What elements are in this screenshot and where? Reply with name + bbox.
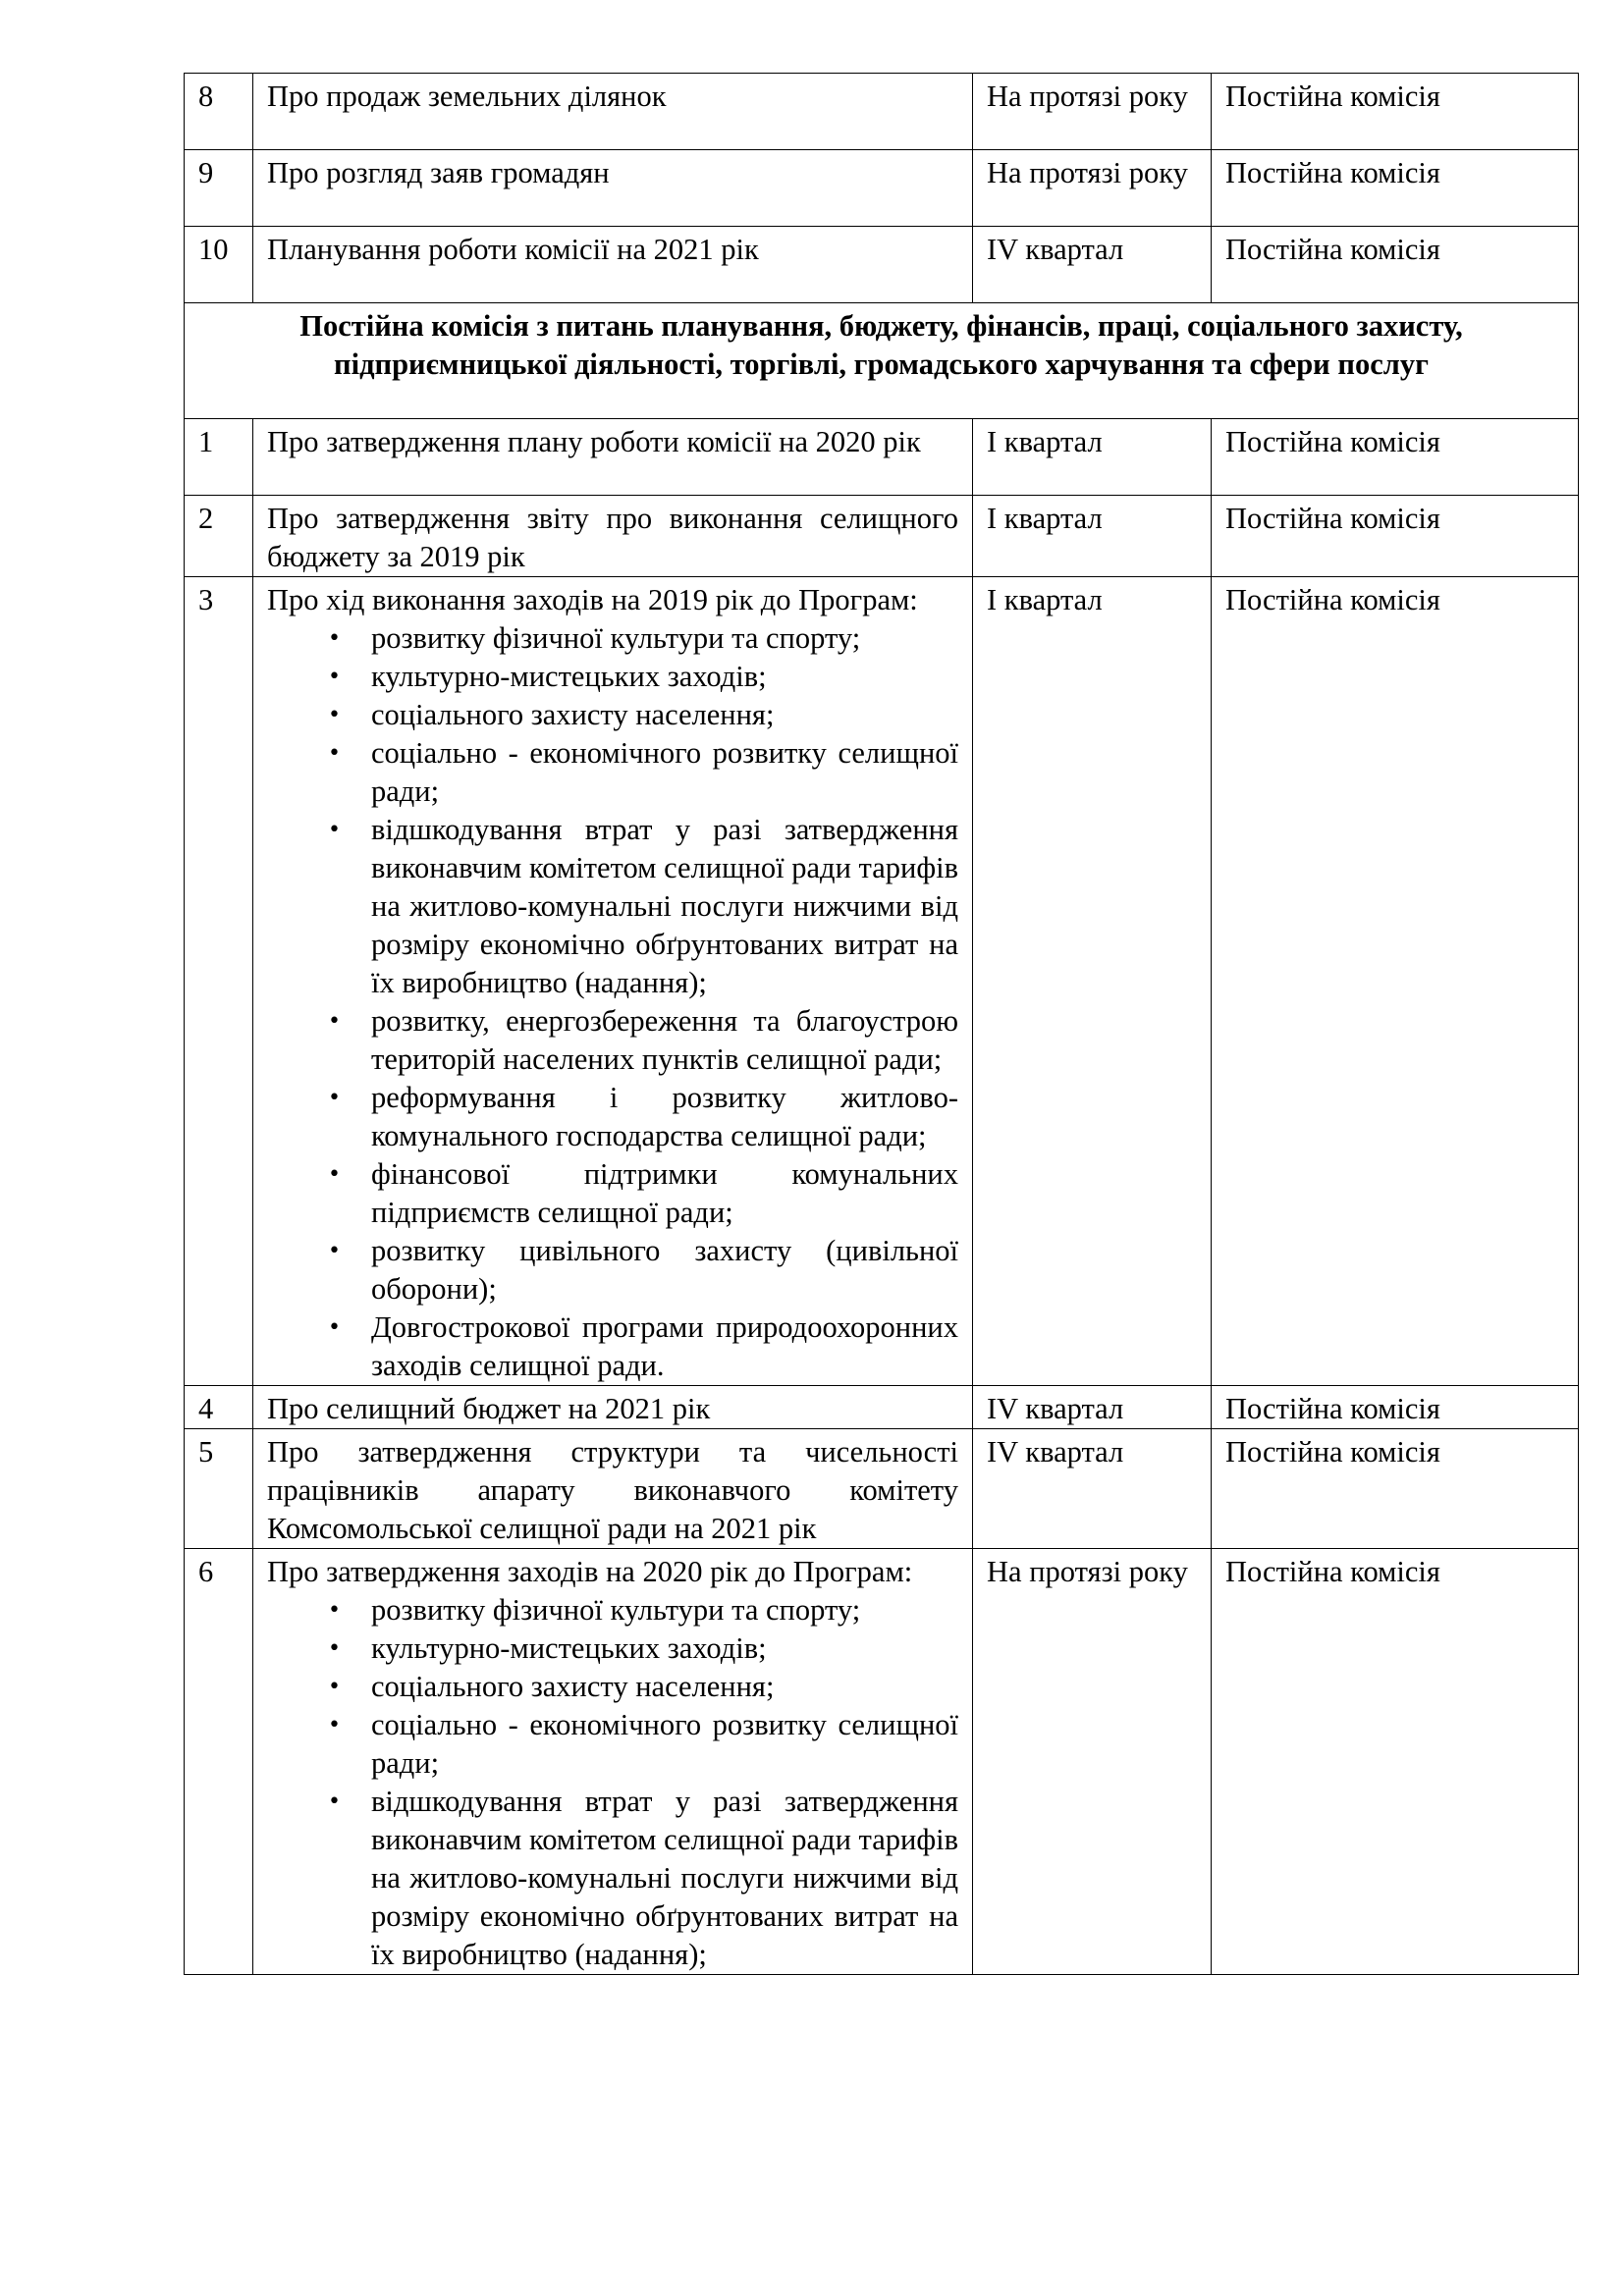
row-term: На протязі року	[973, 74, 1212, 150]
row-topic: Про затвердження звіту про виконання селищного бюджету за 2019 рік	[253, 496, 973, 577]
list-item: • культурно-мистецьких заходів;	[371, 1629, 958, 1668]
row-number: 3	[185, 577, 253, 1386]
section-header: Постійна комісія з питань планування, бюджету, фінансів, праці, соціального захисту, підприємницької діяльності, торгівлі, громадського харчування та сфери послуг	[185, 303, 1579, 419]
row-responsible: Постійна комісія	[1212, 150, 1579, 227]
list-item: • відшкодування втрат у разі затвердження виконавчим комітетом селищної ради тарифів на житлово-комунальні послуги нижчими від розміру економічно обґрунтованих витрат на їх виробництво (надання);	[371, 811, 958, 1002]
row-term: На протязі року	[973, 1549, 1212, 1975]
list-item: • соціально - економічного розвитку селищної ради;	[371, 1706, 958, 1783]
row-topic: Планування роботи комісії на 2021 рік	[253, 227, 973, 303]
section-header-row	[185, 303, 1579, 419]
row-topic: Про продаж земельних ділянок	[253, 74, 973, 150]
program-list	[267, 1591, 958, 1974]
table-row	[185, 419, 1579, 496]
list-item: • фінансової підтримки комунальних підприємств селищної ради;	[371, 1155, 958, 1232]
list-item: • розвитку фізичної культури та спорту;	[371, 1591, 958, 1629]
row-number: 6	[185, 1549, 253, 1975]
list-item: • соціального захисту населення;	[371, 696, 958, 734]
plan-document	[184, 73, 1578, 1975]
row-term: На протязі року	[973, 150, 1212, 227]
list-item: • соціального захисту населення;	[371, 1668, 958, 1706]
row-responsible: Постійна комісія	[1212, 419, 1579, 496]
row-topic: Про затвердження плану роботи комісії на 2020 рік	[253, 419, 973, 496]
row-term: IV квартал	[973, 1429, 1212, 1549]
list-item: • культурно-мистецьких заходів;	[371, 658, 958, 696]
row-number: 1	[185, 419, 253, 496]
list-item: • розвитку цивільного захисту (цивільної оборони);	[371, 1232, 958, 1308]
row-topic: Про селищний бюджет на 2021 рік	[253, 1386, 973, 1429]
list-item: • соціально - економічного розвитку селищної ради;	[371, 734, 958, 811]
list-item: • розвитку фізичної культури та спорту;	[371, 619, 958, 658]
row-number: 2	[185, 496, 253, 577]
row-term: I квартал	[973, 577, 1212, 1386]
row-responsible: Постійна комісія	[1212, 1549, 1579, 1975]
row-responsible: Постійна комісія	[1212, 1429, 1579, 1549]
row-number: 4	[185, 1386, 253, 1429]
row-topic-cell	[253, 577, 973, 1386]
row-topic-cell	[253, 1549, 973, 1975]
list-item: • розвитку, енергозбереження та благоустрою територій населених пунктів селищної ради;	[371, 1002, 958, 1079]
row-number: 5	[185, 1429, 253, 1549]
table-row	[185, 150, 1579, 227]
table-row	[185, 74, 1579, 150]
work-plan-table	[184, 73, 1579, 1975]
program-list	[267, 619, 958, 1385]
row-number: 8	[185, 74, 253, 150]
table-row	[185, 577, 1579, 1386]
row-responsible: Постійна комісія	[1212, 577, 1579, 1386]
row-number: 10	[185, 227, 253, 303]
table-row	[185, 1429, 1579, 1549]
list-item: • реформування і розвитку житлово-комунального господарства селищної ради;	[371, 1079, 958, 1155]
row-topic: Про затвердження заходів на 2020 рік до Програм:	[267, 1555, 913, 1588]
row-responsible: Постійна комісія	[1212, 1386, 1579, 1429]
list-item: • Довгострокової програми природоохоронних заходів селищної ради.	[371, 1308, 958, 1385]
row-term: I квартал	[973, 419, 1212, 496]
table-row	[185, 227, 1579, 303]
table-row	[185, 1549, 1579, 1975]
row-responsible: Постійна комісія	[1212, 74, 1579, 150]
list-item: • відшкодування втрат у разі затвердження виконавчим комітетом селищної ради тарифів на житлово-комунальні послуги нижчими від розміру економічно обґрунтованих витрат на їх виробництво (надання);	[371, 1783, 958, 1974]
row-number: 9	[185, 150, 253, 227]
row-responsible: Постійна комісія	[1212, 496, 1579, 577]
row-term: I квартал	[973, 496, 1212, 577]
table-row	[185, 1386, 1579, 1429]
row-responsible: Постійна комісія	[1212, 227, 1579, 303]
row-term: IV квартал	[973, 1386, 1212, 1429]
table-row	[185, 496, 1579, 577]
row-topic: Про хід виконання заходів на 2019 рік до Програм:	[267, 583, 918, 616]
row-topic: Про затвердження структури та чисельності працівників апарату виконавчого комітету Комсомольської селищної ради на 2021 рік	[253, 1429, 973, 1549]
row-term: IV квартал	[973, 227, 1212, 303]
row-topic: Про розгляд заяв громадян	[253, 150, 973, 227]
